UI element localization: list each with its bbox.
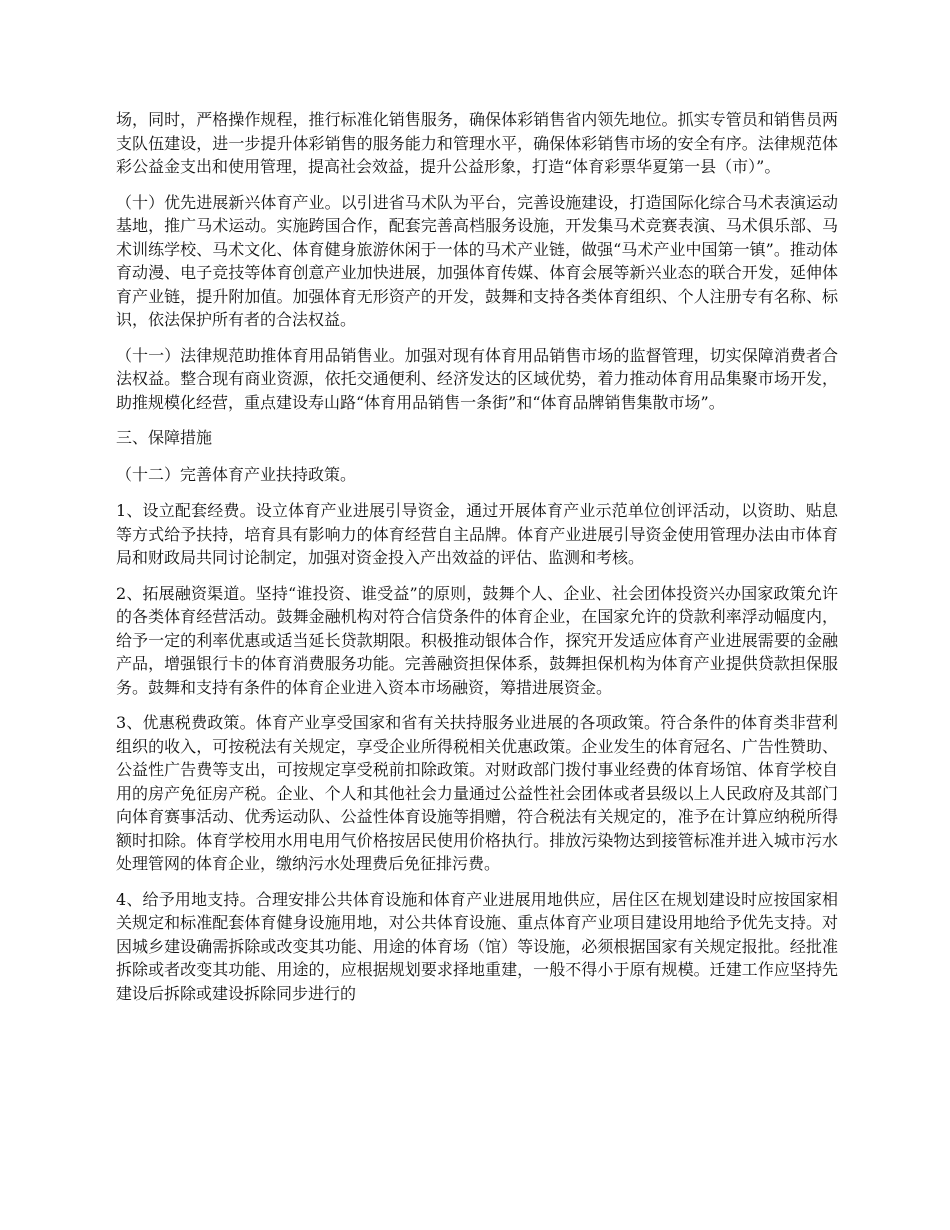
paragraph-sports-lottery: 场，同时，严格操作规程，推行标准化销售服务，确保体彩销售省内领先地位。抓实专管员和销售员两支队伍建设，进一步提升体彩销售的服务能力和管理水平，确保体彩销售市场的安全有序。法律规范体彩公益金支出和使用管理，提高社会效益，提升公益形象，打造“体育彩票华夏第一县（市）”。 [116,110,838,176]
subsection-heading-support-policy: （十二）完善体育产业扶持政策。 [116,464,357,484]
paragraph-emerging-sports-industry: （十）优先进展新兴体育产业。以引进省马术队为平台，完善设施建设，打造国际化综合马术表演运动基地，推广马术运动。实施跨国合作，配套完善高档服务设施，开发集马术竞赛表演、马术俱乐部、马术训练学校、马术文化、体育健身旅游休闲于一体的马术产业链，做强“马术产业中国第一镇”。推动体育动漫、电子竞技等体育创意产业加快进展，加强体育传媒、体育会展等新兴业态的联合开发，延伸体育产业链，提升附加值。加强体育无形资产的开发，鼓舞和支持各类体育组织、个人注册专有名称、标识，依法保护所有者的合法权益。 [116,192,838,329]
paragraph-sporting-goods-sales: （十一）法律规范助推体育用品销售业。加强对现有体育用品销售市场的监督管理，切实保障消费者合法权益。整合现有商业资源，依托交通便利、经济发达的区域优势，着力推动体育用品集聚市场开发，助推规模化经营，重点建设寿山路“体育用品销售一条街”和“体育品牌销售集散市场”。 [116,345,838,412]
paragraph-financing-channels: 2、拓展融资渠道。坚持“谁投资、谁受益”的原则，鼓舞个人、企业、社会团体投资兴办国家政策允许的各类体育经营活动。鼓舞金融机构对符合信贷条件的体育企业，在国家允许的贷款利率浮动幅度内，给予一定的利率优惠或适当延长贷款期限。积极推动银体合作，探究开发适应体育产业进展需要的金融产品，增强银行卡的体育消费服务功能。完善融资担保体系，鼓舞担保机构为体育产业提供贷款担保服务。鼓舞和支持有条件的体育企业进入资本市场融资，筹措进展资金。 [116,583,838,697]
paragraph-tax-policy: 3、优惠税费政策。体育产业享受国家和省有关扶持服务业进展的各项政策。符合条件的体育类非营利组织的收入，可按税法有关规定，享受企业所得税相关优惠政策。企业发生的体育冠名、广告性赞助、公益性广告费等支出，可按规定享受税前扣除政策。对财政部门拨付事业经费的体育场馆、体育学校自用的房产免征房产税。企业、个人和其他社会力量通过公益性社会团体或者县级以上人民政府及其部门向体育赛事活动、优秀运动队、公益性体育设施等捐赠，符合税法有关规定的，准予在计算应纳税所得额时扣除。体育学校用水用电用气价格按居民使用价格执行。排放污染物达到接管标准并进入城市污水处理管网的体育企业，缴纳污水处理费后免征排污费。 [116,713,838,873]
paragraph-supporting-funds: 1、设立配套经费。设立体育产业进展引导资金，通过开展体育产业示范单位创评活动，以资助、贴息等方式给予扶持，培育具有影响力的体育经营自主品牌。体育产业进展引导资金使用管理办法由市体育局和财政局共同讨论制定，加强对资金投入产出效益的评估、监测和考核。 [116,501,838,567]
section-heading-safeguards: 三、保障措施 [116,428,213,447]
paragraph-land-support: 4、给予用地支持。合理安排公共体育设施和体育产业进展用地供应，居住区在规划建设时应按国家相关规定和标准配套体育健身设施用地，对公共体育设施、重点体育产业项目建设用地给予优先支持。对因城乡建设确需拆除或改变其功能、用途的体育场（馆）等设施，必须根据国家有关规定报批。经批准拆除或者改变其功能、用途的，应根据规划要求择地重建，一般不得小于原有规模。迁建工作应坚持先建设后拆除或建设拆除同步进行的 [116,889,838,1003]
